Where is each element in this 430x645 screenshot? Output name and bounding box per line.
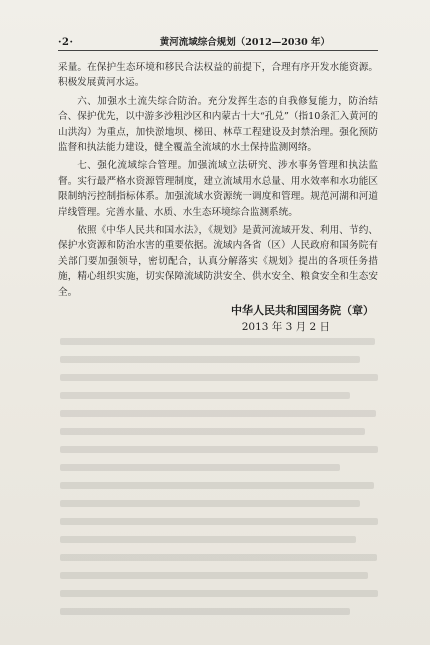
paragraph: 依照《中华人民共和国水法》，《规划》是黄河流域开发、利用、节约、保护水资源和防治水害的重要依据。流域内各省（区）人民政府和国务院有关部门要加强领导，密切配合，认真分解落实《规划》提出的各项任务措施，精心组织实施，切实保障流域防洪安全、供水安全、粮食安全和生态安全。 xyxy=(58,225,378,298)
paragraph: 六、加强水土流失综合防治。充分发挥生态的自我修复能力，防治结合、保护优先，以中游多沙粗沙区和内蒙古十大“孔兑”（指10条汇入黄河的山洪沟）为重点，加快淤地坝、梯田、林草工程建设及封禁治理。强化预防监督和执法能力建设，健全覆盖全流域的水土保持监测网络。 xyxy=(58,95,378,154)
page-number: ·2· xyxy=(58,37,74,48)
paragraph: 采量。在保护生态环境和移民合法权益的前提下，合理有序开发水能资源。积极发展黄河水运。 xyxy=(58,62,378,89)
issuing-organization: 中华人民共和国国务院（章） xyxy=(231,304,374,317)
signature-block xyxy=(58,303,378,335)
running-title: 黄河流域综合规划（2012—2030 年） xyxy=(159,37,330,48)
issue-date: 2013 年 3 月 2 日 xyxy=(241,321,330,333)
body-text xyxy=(58,60,378,303)
running-header xyxy=(58,30,378,51)
paragraph: 七、强化流域综合管理。加强流域立法研究、涉水事务管理和执法监督。实行最严格水资源管理制度，建立流域用水总量、用水效率和水功能区限制纳污控制指标体系。加强流域水资源统一调度和管理。规范河湖和河道岸线管理。完善水量、水质、水生态环境综合监测系统。 xyxy=(58,160,378,218)
